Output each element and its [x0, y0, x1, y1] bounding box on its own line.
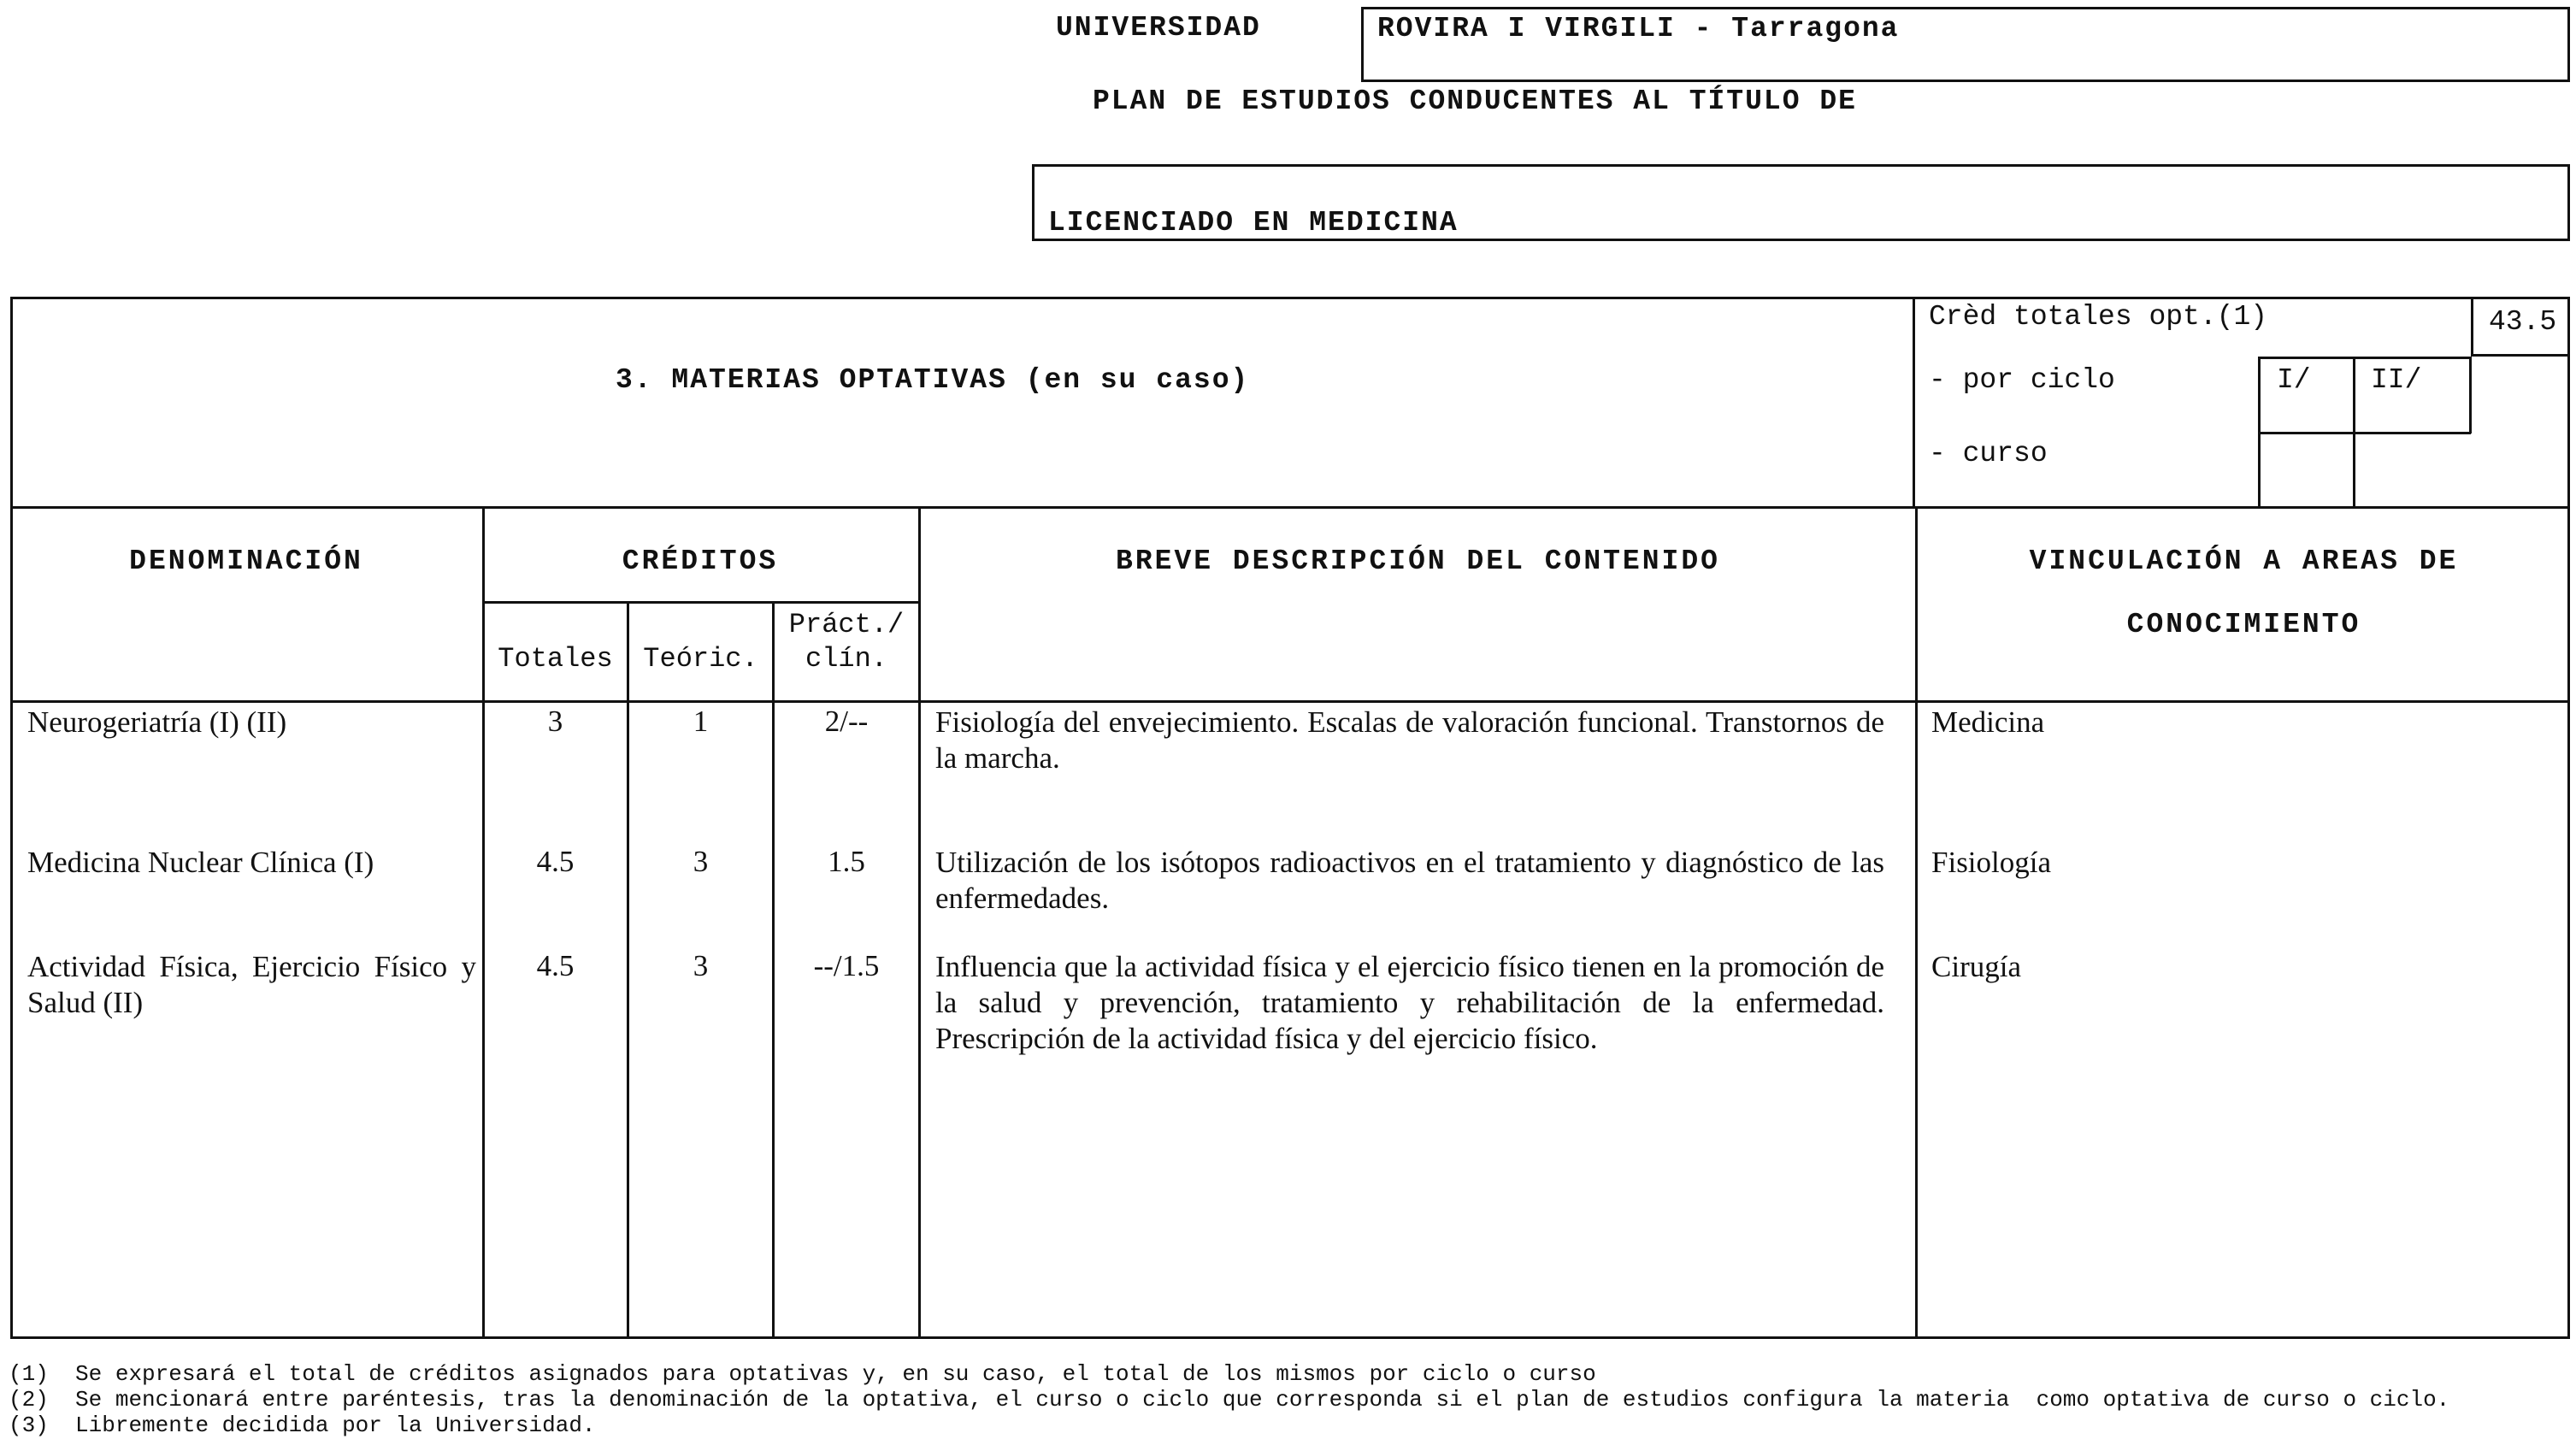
- footnote-3: [9, 1412, 596, 1438]
- header-pract-2: clín.: [805, 643, 887, 675]
- ciclo-1: I/: [2277, 364, 2311, 396]
- row-2-descripcion: Utilización de los isótopos radioactivos en el tratamiento y diagnóstico de las enfermedades.: [935, 846, 1884, 915]
- footnote-2-num: (2): [9, 1387, 49, 1412]
- row-3-teoric: 3: [693, 949, 709, 982]
- header-totales: Totales: [498, 643, 613, 675]
- header-vinculacion-1: VINCULACIÓN A AREAS DE: [2029, 546, 2459, 577]
- footnote-1: [9, 1361, 1596, 1387]
- row-1-denominacion: Neurogeriatría (I) (II): [27, 705, 287, 739]
- ciclo-2: II/: [2371, 364, 2422, 396]
- universidad-box: [1361, 7, 2570, 82]
- curso-label: - curso: [1929, 438, 2048, 469]
- section-title: 3. MATERIAS OPTATIVAS (en su caso): [616, 364, 1250, 396]
- universidad-label: UNIVERSIDAD: [1056, 12, 1261, 44]
- header-denominacion: DENOMINACIÓN: [129, 546, 363, 577]
- row-2-totales: 4.5: [536, 845, 575, 878]
- footnote-3-text: Libremente decidida por la Universidad.: [75, 1412, 596, 1438]
- footnote-2: [9, 1387, 2449, 1412]
- header-pract-1: Práct./: [788, 609, 905, 640]
- header-vinculacion-2: CONOCIMIENTO: [2126, 609, 2361, 640]
- cred-totales-box: [2471, 297, 2570, 357]
- row-2-teoric: 3: [693, 845, 709, 878]
- footnote-3-num: (3): [9, 1412, 49, 1438]
- titulo-value: LICENCIADO EN MEDICINA: [1048, 207, 1459, 239]
- footnote-1-text: Se expresará el total de créditos asignados para optativas y, en su caso, el total de los mismos por ciclo o curso: [75, 1361, 1596, 1387]
- header-descripcion: BREVE DESCRIPCIÓN DEL CONTENIDO: [1116, 546, 1720, 577]
- titulo-box: [1032, 164, 2570, 241]
- row-2-pract: 1.5: [828, 845, 865, 878]
- row-3-area: Cirugía: [1931, 950, 2021, 983]
- row-2-area: Fisiología: [1931, 846, 2052, 879]
- header-teoric: Teóric.: [643, 643, 758, 675]
- footnote-1-num: (1): [9, 1361, 49, 1387]
- footnote-2-text: Se mencionará entre paréntesis, tras la denominación de la optativa, el curso o ciclo que corresponda si el plan de estudios configura la materia como optativa de curso o ciclo.: [75, 1387, 2450, 1412]
- row-3-pract: --/1.5: [813, 949, 880, 982]
- universidad-value: ROVIRA I VIRGILI - Tarragona: [1377, 13, 1900, 44]
- row-3-totales: 4.5: [536, 949, 575, 982]
- cred-totales-label: Crèd totales opt.(1): [1929, 301, 2268, 333]
- row-3-denominacion: Actividad Física, Ejercicio Físico y Salud (II): [27, 950, 476, 1019]
- por-ciclo-label: - por ciclo: [1929, 364, 2115, 396]
- row-3-descripcion: Influencia que la actividad física y el ejercicio físico tienen en la promoción de la salud y prevención, tratamiento y rehabilitación de la enfermedad. Prescripción de la actividad física y del ejercicio físico.: [935, 950, 1884, 1055]
- row-1-descripcion: Fisiología del envejecimiento. Escalas de valoración funcional. Transtornos de la marcha.: [935, 705, 1884, 775]
- row-1-teoric: 1: [693, 705, 709, 738]
- row-1-area: Medicina: [1931, 705, 2045, 739]
- row-1-totales: 3: [547, 705, 563, 738]
- plan-line: PLAN DE ESTUDIOS CONDUCENTES AL TÍTULO DE: [1093, 86, 1857, 117]
- cred-totales-value: 43.5: [2489, 306, 2557, 338]
- row-1-pract: 2/--: [824, 705, 869, 738]
- row-2-denominacion: Medicina Nuclear Clínica (I): [27, 846, 374, 879]
- header-creditos: CRÉDITOS: [622, 546, 779, 577]
